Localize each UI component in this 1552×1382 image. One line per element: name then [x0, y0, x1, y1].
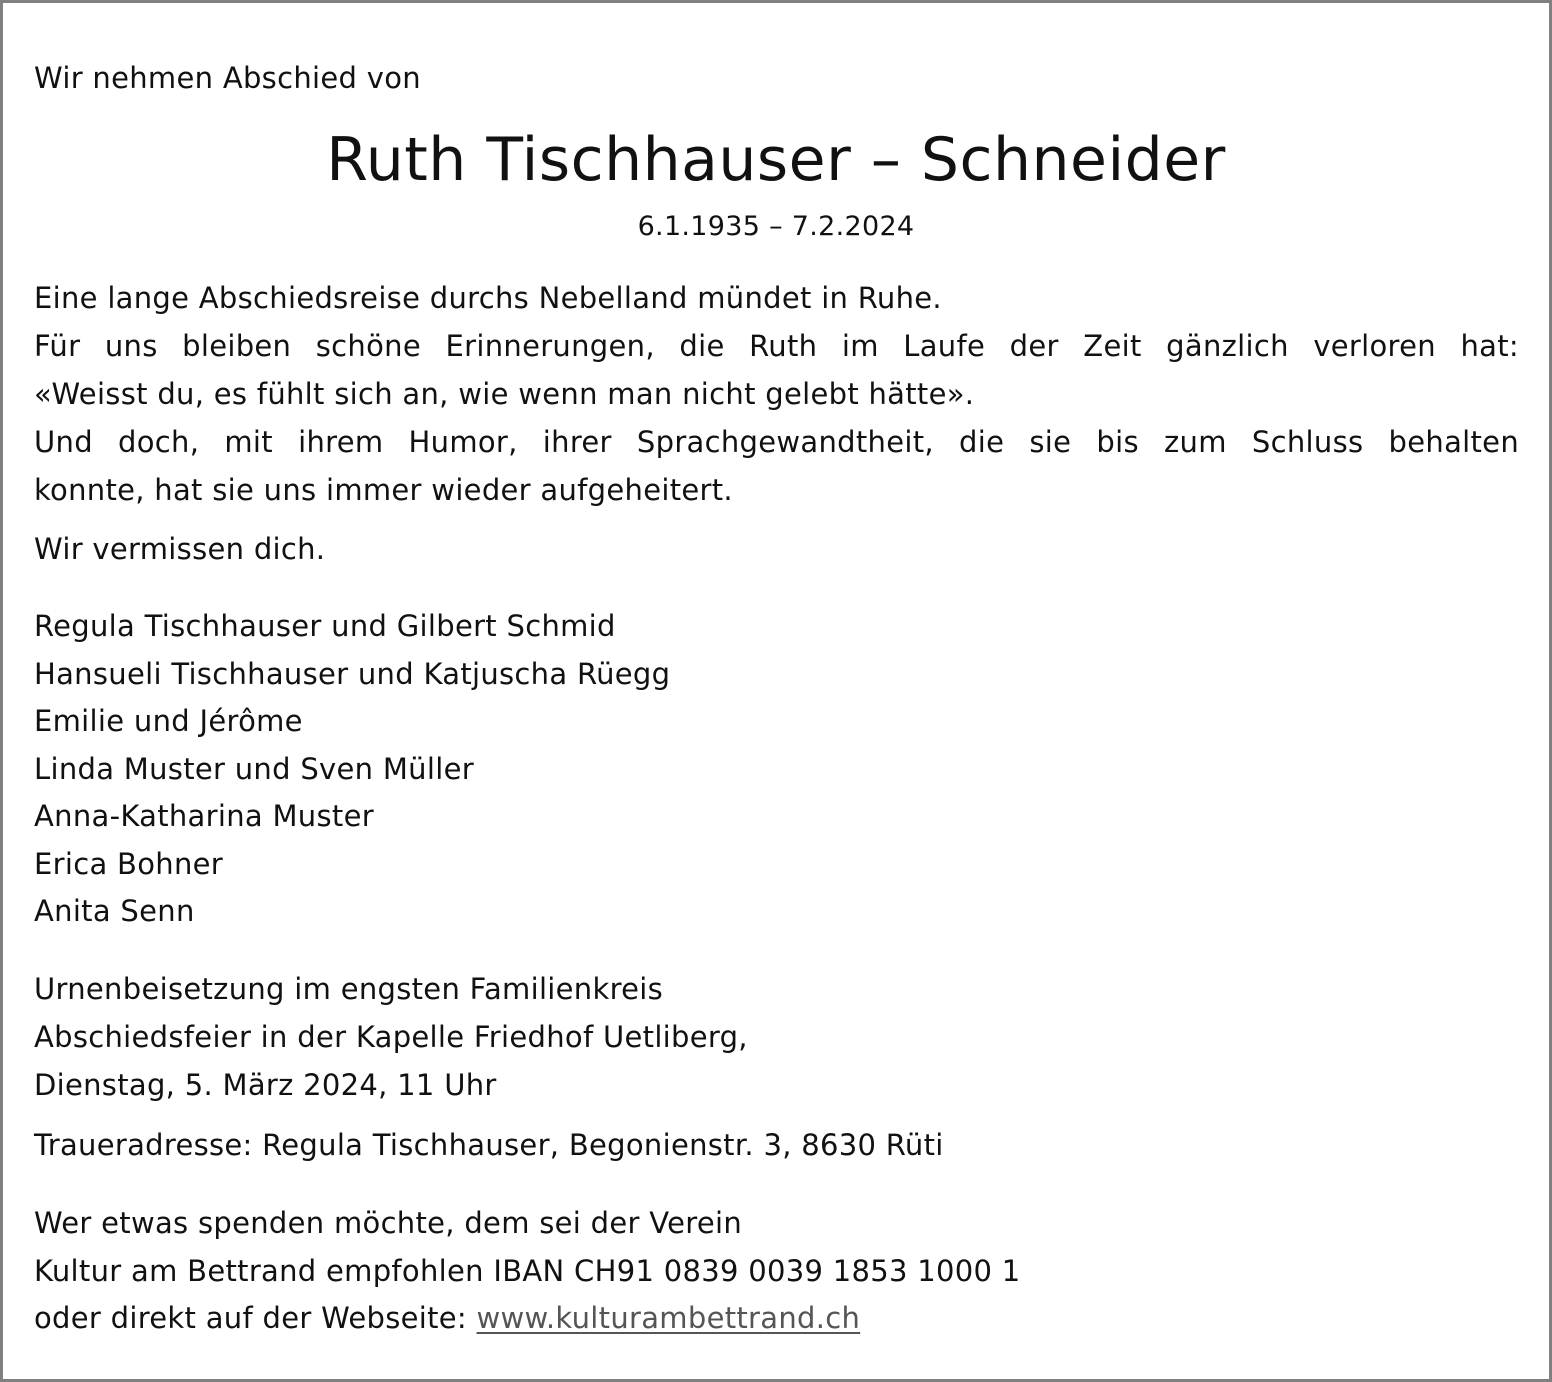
burial-info [34, 965, 748, 1109]
family-member: Anna-Katharina Muster [34, 799, 374, 833]
donation-info [34, 1200, 1021, 1343]
family-list [34, 603, 670, 936]
paragraph-line: Für uns bleiben schöne Erinnerungen, die Ruth im Laufe der Zeit gänzlich verloren hat: [34, 329, 1519, 363]
life-dates: 6.1.1935 – 7.2.2024 [637, 211, 915, 242]
website-link[interactable]: www.kulturambettrand.ch [476, 1301, 861, 1335]
family-member: Emilie und Jérôme [34, 704, 303, 738]
family-member: Erica Bohner [34, 846, 223, 881]
paragraph-line: Eine lange Abschiedsreise durchs Nebelland mündet in Ruhe. [34, 281, 942, 315]
burial-line: Abschiedsfeier in der Kapelle Friedhof Uetliberg, [34, 1020, 748, 1054]
closing-line: Wir vermissen dich. [34, 532, 326, 566]
family-member: Anita Senn [34, 894, 195, 928]
burial-line: Dienstag, 5. März 2024, 11 Uhr [34, 1068, 497, 1102]
burial-line: Urnenbeisetzung im engsten Familienkreis [34, 972, 664, 1006]
donation-line: Kultur am Bettrand empfohlen IBAN CH91 0839 0039 1853 1000 1 [34, 1253, 1021, 1288]
family-member: Linda Muster und Sven Müller [34, 751, 474, 786]
mourning-address: Traueradresse: Regula Tischhauser, Begonienstr. 3, 8630 Rüti [34, 1128, 944, 1162]
paragraph-line: Und doch, mit ihrem Humor, ihrer Sprachgewandtheit, die sie bis zum Schluss behalten [34, 425, 1519, 459]
website-line [34, 1295, 1021, 1343]
paragraph-line: konnte, hat sie uns immer wieder aufgeheitert. [34, 473, 733, 507]
memorial-paragraph [34, 274, 1519, 514]
family-member: Hansueli Tischhauser und Katjuscha Rüegg [34, 656, 671, 691]
family-member: Regula Tischhauser und Gilbert Schmid [34, 609, 616, 643]
intro-text: Wir nehmen Abschied von [34, 61, 421, 95]
website-prefix: oder direkt auf der Webseite: [34, 1301, 477, 1335]
paragraph-line: «Weisst du, es fühlt sich an, wie wenn man nicht gelebt hätte». [34, 377, 975, 411]
donation-line: Wer etwas spenden möchte, dem sei der Verein [34, 1206, 743, 1240]
deceased-name: Ruth Tischhauser – Schneider [326, 125, 1226, 195]
